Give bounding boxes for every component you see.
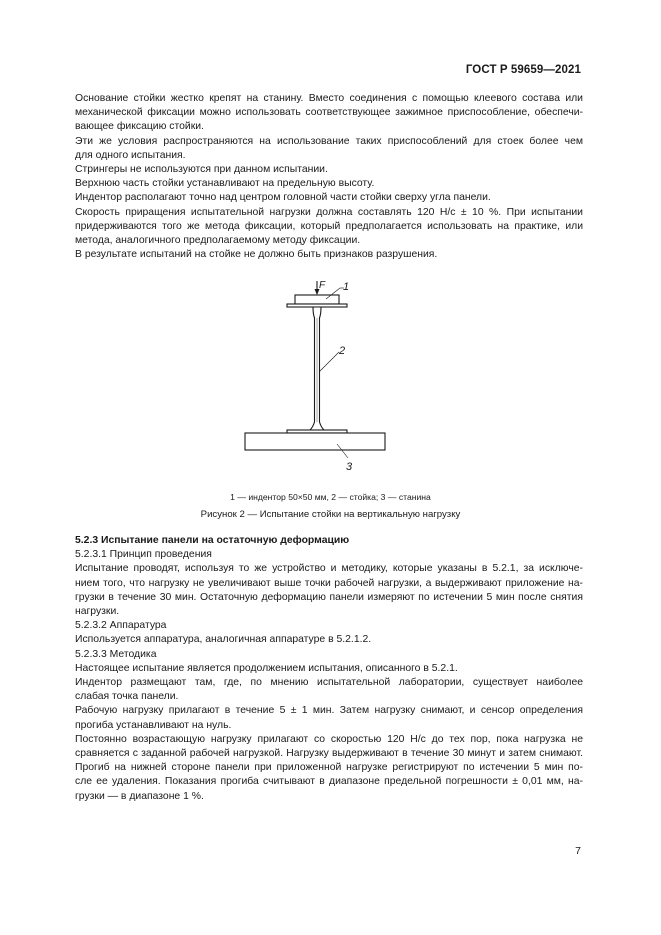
text-line: механической фиксации можно использовать соответствующее зажимное приспособление, обеспечи- (75, 107, 583, 119)
text-line: 5.2.3 Испытание панели на остаточную деформацию (75, 535, 350, 546)
page-number: 7 (575, 845, 581, 857)
text-line: грузки — в диапазоне 1 %. (75, 790, 204, 802)
paragraph (58, 562, 583, 619)
text-line: В результате испытаний на стойке не должно быть признаков разрушения. (75, 249, 438, 261)
text-line: сле ее удаления. Показания прогиба считывают в диапазоне предельной погрешности ± 0,01 мм, на- (75, 776, 583, 788)
text-line: грузки в течение 30 мин. Остаточную деформацию панели измеряют по истечении 5 мин после снятия (75, 591, 583, 603)
text-line: Используется аппаратура, аналогичная аппаратуре в 5.2.1.2. (75, 634, 372, 646)
text-line: нагрузки. (75, 606, 120, 618)
text-line: нием того, что нагрузку не увеличивают выше точки рабочей нагрузки, а выдерживают приложение на- (75, 577, 583, 589)
paragraph (58, 135, 583, 163)
text-line: для одного испытания. (75, 149, 186, 161)
text-line: сравняется с заданной рабочей нагрузкой. Нагрузку выдерживают в течение 30 минут и затем снимают. (75, 748, 583, 760)
text-line: вающее фиксацию стойки. (75, 121, 204, 133)
text-line: Верхнюю часть стойки устанавливают на предельную высоту. (75, 178, 375, 190)
paragraph (58, 733, 583, 804)
paragraph (58, 206, 583, 249)
text-block-lower (58, 534, 583, 804)
label-1: 1 (343, 281, 350, 293)
label-2: 2 (339, 345, 346, 357)
text-line: придерживаются того же метода фиксации, который предполагается использовать на практике, или (75, 220, 583, 232)
paragraph (58, 676, 583, 704)
figure-caption: Рисунок 2 — Испытание стойки на вертикальную нагрузку (200, 509, 461, 520)
paragraph (58, 163, 583, 177)
text-line: Индентор располагают точно над центром головной части стойки сверху угла панели. (75, 192, 491, 204)
text-line: Эти же условия распространяются на использование таких приспособлений для стоек более чем (75, 135, 583, 147)
paragraph (58, 191, 583, 205)
section-heading (58, 534, 583, 548)
text-line: Настоящее испытание является продолжением испытания, описанного в 5.2.1. (75, 662, 458, 674)
paragraph (58, 619, 583, 633)
text-line: Основание стойки жестко крепят на станину. Вместо соединения с помощью клеевого состава или (75, 93, 583, 104)
paragraph (58, 548, 583, 562)
text-line: Испытание проводят, используя то же устройство и методику, которые указаны в 5.2.1, за исключе- (75, 563, 583, 575)
text-line: Скорость приращения испытательной нагрузки должна составлять 120 Н/с ± 10 %. При испытании (75, 206, 583, 218)
stand-test-figure (240, 272, 390, 482)
force-label: F (319, 280, 326, 291)
text-line: метода, аналогичного предполагаемому методу фиксации. (75, 235, 361, 247)
document-code-header: ГОСТ Р 59659—2021 (465, 64, 581, 76)
text-line: 5.2.3.2 Аппаратура (75, 620, 167, 632)
text-line: 5.2.3.1 Принцип проведения (75, 549, 212, 561)
text-line: Прогиб на нижней стороне панели при приложенной нагрузке регистрируют по истечении 5 мин по- (75, 762, 583, 774)
label-3: 3 (346, 461, 353, 473)
text-line: Стрингеры не используются при данном испытании. (75, 164, 328, 176)
paragraph (58, 92, 583, 135)
text-line: слабая точка панели. (75, 691, 179, 703)
text-block-upper (58, 92, 583, 262)
paragraph (58, 633, 583, 647)
paragraph (58, 704, 583, 732)
text-line: Постоянно возрастающую нагрузку прилагают со скоростью 120 Н/с до тех пор, пока нагрузка не (75, 733, 583, 745)
text-line: 5.2.3.3 Методика (75, 648, 157, 660)
text-line: Рабочую нагрузку прилагают в течение 5 ± 1 мин. Затем нагрузку снимают, и сенсор определения (75, 705, 583, 717)
paragraph (58, 177, 583, 191)
text-line: Индентор размещают там, где, по мнению испытательной лаборатории, существует наиболее (75, 677, 583, 689)
paragraph (58, 648, 583, 662)
figure-legend: 1 — индентор 50×50 мм, 2 — стойка; 3 — станина (230, 492, 431, 502)
paragraph (58, 248, 583, 262)
paragraph (58, 662, 583, 676)
text-line: прогиба устанавливают на нуль. (75, 719, 232, 731)
